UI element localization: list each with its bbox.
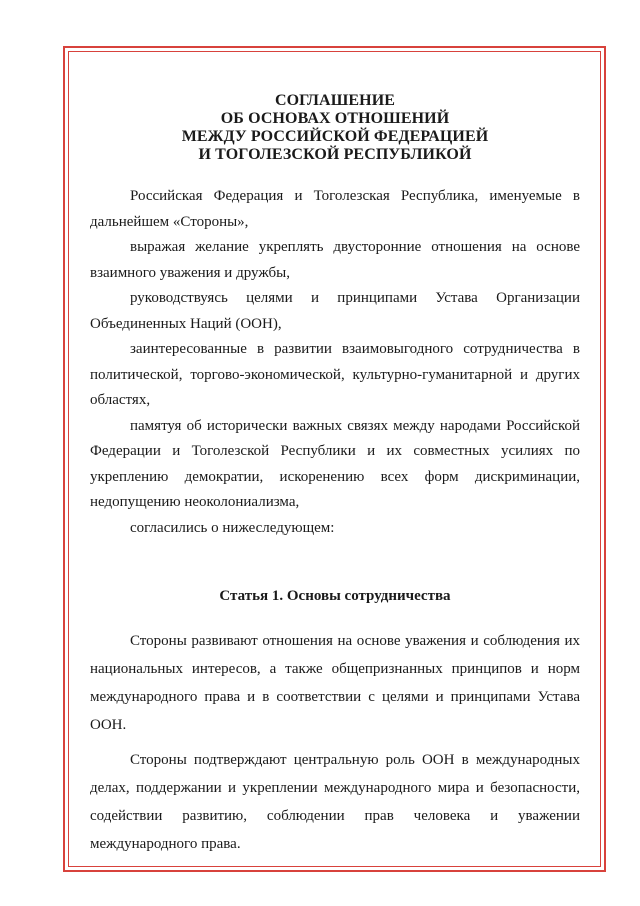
article-paragraph: Стороны развивают отношения на основе уважения и соблюдения их национальных интересов, а также общепризнанных принципов и норм международного права и в соответствии с целями и принципами Устава ООН.: [90, 633, 580, 733]
preamble-paragraph: памятуя об исторически важных связях между народами Российской Федерации и Тоголезской Республики и их совместных усилиях по укреплению демократии, искоренению всех форм дискриминации, недопущению неоколониализма,: [90, 417, 580, 510]
preamble-paragraph: руководствуясь целями и принципами Устава Организации Объединенных Наций (ООН),: [90, 290, 580, 332]
document-title: [90, 92, 580, 164]
title-line: И ТОГОЛЕЗСКОЙ РЕСПУБЛИКОЙ: [198, 146, 472, 163]
preamble-paragraph: выражая желание укреплять двусторонние отношения на основе взаимного уважения и дружбы,: [90, 239, 580, 281]
article-paragraph: Стороны подтверждают центральную роль ООН в международных делах, поддержании и укреплении международного мира и безопасности, содействии развитию, соблюдении прав человека и уважении международного права.: [90, 752, 580, 852]
article-heading: Статья 1. Основы сотрудничества: [219, 588, 451, 604]
document-body: [90, 184, 580, 865]
preamble-closing: согласились о нижеследующем:: [130, 519, 335, 536]
preamble-paragraph: Российская Федерация и Тоголезская Республика, именуемые в дальнейшем «Стороны»,: [90, 188, 580, 230]
preamble-paragraph: заинтересованные в развитии взаимовыгодного сотрудничества в политической, торгово-экономической, культурно-гуманитарной и других областях,: [90, 341, 580, 408]
title-line: МЕЖДУ РОССИЙСКОЙ ФЕДЕРАЦИЕЙ: [181, 128, 489, 145]
title-line: ОБ ОСНОВАХ ОТНОШЕНИЙ: [220, 110, 450, 127]
title-line: СОГЛАШЕНИЕ: [274, 92, 396, 109]
